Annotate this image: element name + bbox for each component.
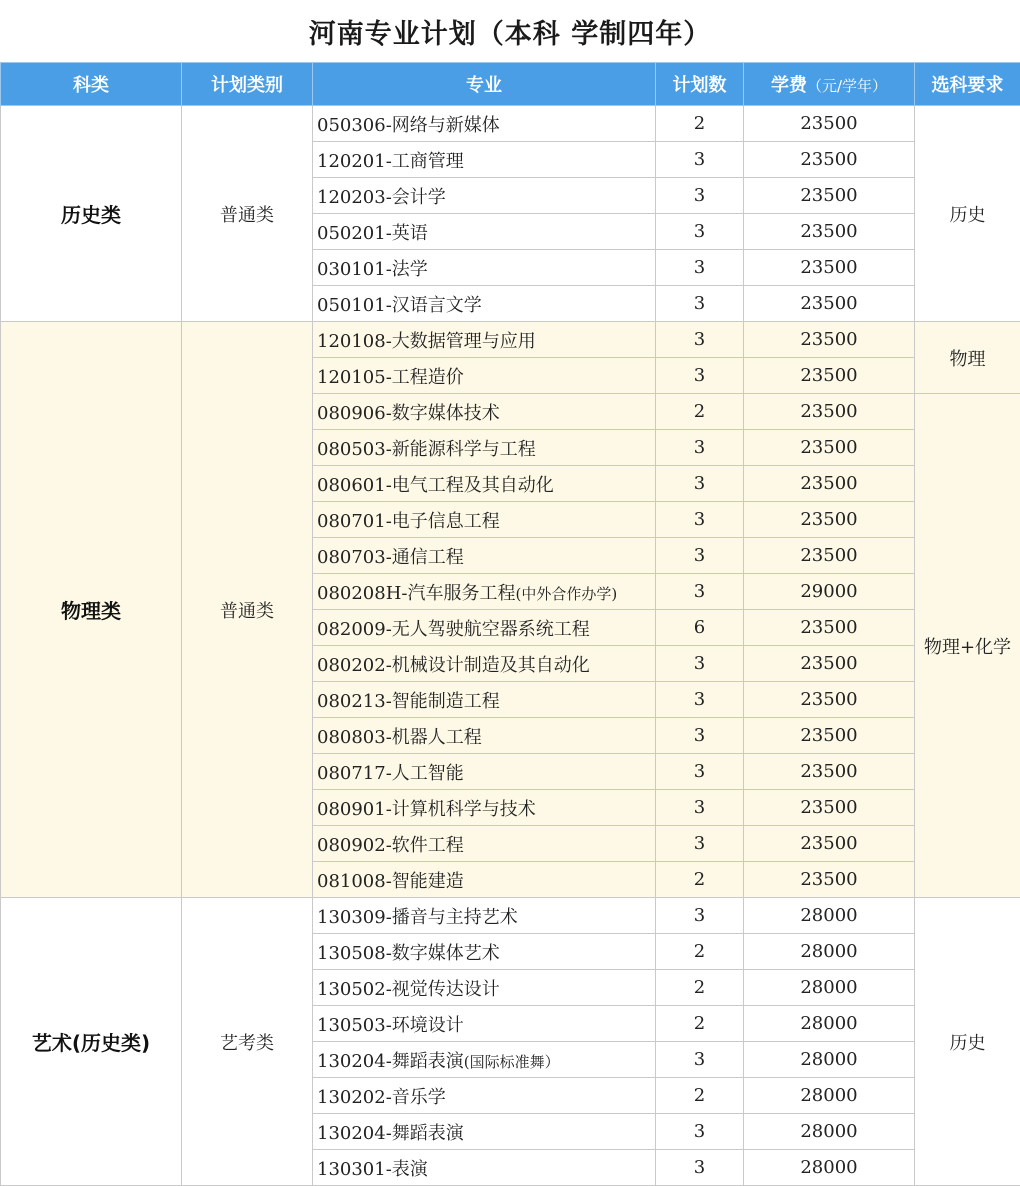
- major-cell: [313, 682, 656, 718]
- header-category: 科类: [1, 63, 182, 106]
- count-cell: 3: [656, 538, 744, 574]
- major-cell: [313, 322, 656, 358]
- major-cell: [313, 430, 656, 466]
- count-cell: 3: [656, 502, 744, 538]
- requirement-cell: 历史: [915, 898, 1020, 1186]
- count-cell: 3: [656, 574, 744, 610]
- count-cell: 3: [656, 682, 744, 718]
- tuition-cell: 23500: [744, 466, 915, 502]
- tuition-cell: 23500: [744, 178, 915, 214]
- tuition-cell: 28000: [744, 1042, 915, 1078]
- major-name: 080208H-汽车服务工程: [317, 583, 516, 604]
- major-cell: [313, 178, 656, 214]
- plan-type-cell: 普通类: [182, 106, 313, 322]
- table-header-row: [1, 63, 1020, 106]
- major-name: 050101-汉语言文学: [317, 295, 482, 316]
- count-cell: 3: [656, 790, 744, 826]
- header-count: 计划数: [656, 63, 744, 106]
- count-cell: 2: [656, 1006, 744, 1042]
- major-cell: [313, 1114, 656, 1150]
- count-cell: 3: [656, 250, 744, 286]
- major-cell: [313, 970, 656, 1006]
- count-cell: 3: [656, 826, 744, 862]
- tuition-cell: 23500: [744, 862, 915, 898]
- tuition-cell: 23500: [744, 538, 915, 574]
- tuition-cell: 28000: [744, 1150, 915, 1186]
- major-name: 080703-通信工程: [317, 547, 464, 568]
- count-cell: 2: [656, 394, 744, 430]
- major-name: 130202-音乐学: [317, 1087, 446, 1108]
- major-cell: [313, 646, 656, 682]
- count-cell: 2: [656, 862, 744, 898]
- tuition-cell: 23500: [744, 214, 915, 250]
- count-cell: 2: [656, 1078, 744, 1114]
- major-cell: [313, 898, 656, 934]
- major-name: 120105-工程造价: [317, 367, 464, 388]
- tuition-cell: 23500: [744, 646, 915, 682]
- major-name: 050306-网络与新媒体: [317, 115, 500, 136]
- major-cell: [313, 214, 656, 250]
- tuition-cell: 23500: [744, 790, 915, 826]
- major-cell: [313, 358, 656, 394]
- table-body: [1, 106, 1020, 1186]
- tuition-cell: 28000: [744, 1006, 915, 1042]
- major-name: 080202-机械设计制造及其自动化: [317, 655, 590, 676]
- tuition-cell: 29000: [744, 574, 915, 610]
- requirement-cell: 物理+化学: [915, 394, 1020, 898]
- tuition-cell: 28000: [744, 1114, 915, 1150]
- tuition-cell: 23500: [744, 718, 915, 754]
- category-cell: 艺术(历史类): [1, 898, 182, 1186]
- major-cell: [313, 610, 656, 646]
- tuition-cell: 28000: [744, 934, 915, 970]
- major-name: 050201-英语: [317, 223, 428, 244]
- major-name: 130204-舞蹈表演: [317, 1051, 464, 1072]
- header-tuition-unit: （元/学年）: [807, 77, 887, 95]
- major-cell: [313, 934, 656, 970]
- major-cell: [313, 466, 656, 502]
- plan-type-cell: 普通类: [182, 322, 313, 898]
- count-cell: 3: [656, 322, 744, 358]
- count-cell: 3: [656, 1114, 744, 1150]
- tuition-cell: 23500: [744, 502, 915, 538]
- major-name: 080601-电气工程及其自动化: [317, 475, 554, 496]
- table-row: [1, 322, 1020, 358]
- tuition-cell: 23500: [744, 286, 915, 322]
- tuition-cell: 23500: [744, 754, 915, 790]
- major-cell: [313, 250, 656, 286]
- category-cell: 历史类: [1, 106, 182, 322]
- tuition-cell: 23500: [744, 106, 915, 142]
- header-major: 专业: [313, 63, 656, 106]
- major-cell: [313, 790, 656, 826]
- tuition-cell: 23500: [744, 682, 915, 718]
- major-cell: [313, 1150, 656, 1186]
- major-cell: [313, 754, 656, 790]
- tuition-cell: 23500: [744, 250, 915, 286]
- major-cell: [313, 718, 656, 754]
- count-cell: 2: [656, 970, 744, 1006]
- count-cell: 3: [656, 1150, 744, 1186]
- tuition-cell: 23500: [744, 142, 915, 178]
- major-cell: [313, 862, 656, 898]
- major-name: 130508-数字媒体艺术: [317, 943, 500, 964]
- table-row: [1, 898, 1020, 934]
- tuition-cell: 23500: [744, 430, 915, 466]
- major-name: 120201-工商管理: [317, 151, 464, 172]
- tuition-cell: 28000: [744, 970, 915, 1006]
- major-name: 130502-视觉传达设计: [317, 979, 500, 1000]
- tuition-cell: 23500: [744, 322, 915, 358]
- major-cell: [313, 574, 656, 610]
- count-cell: 3: [656, 1042, 744, 1078]
- count-cell: 3: [656, 754, 744, 790]
- major-cell: [313, 286, 656, 322]
- requirement-cell: 物理: [915, 322, 1020, 394]
- tuition-cell: 23500: [744, 610, 915, 646]
- header-requirement: 选科要求: [915, 63, 1020, 106]
- header-tuition: [744, 63, 915, 106]
- major-cell: [313, 1006, 656, 1042]
- count-cell: 3: [656, 214, 744, 250]
- major-name: 130301-表演: [317, 1159, 428, 1180]
- tuition-cell: 28000: [744, 1078, 915, 1114]
- count-cell: 3: [656, 178, 744, 214]
- major-name: 081008-智能建造: [317, 871, 464, 892]
- count-cell: 3: [656, 646, 744, 682]
- major-name: 080803-机器人工程: [317, 727, 482, 748]
- count-cell: 3: [656, 430, 744, 466]
- major-name: 130503-环境设计: [317, 1015, 464, 1036]
- major-cell: [313, 538, 656, 574]
- major-note: (中外合作办学): [516, 585, 618, 603]
- count-cell: 3: [656, 142, 744, 178]
- major-cell: [313, 1078, 656, 1114]
- major-name: 120108-大数据管理与应用: [317, 331, 536, 352]
- major-name: 130204-舞蹈表演: [317, 1123, 464, 1144]
- major-name: 080902-软件工程: [317, 835, 464, 856]
- enrollment-plan-table: [0, 62, 1020, 1186]
- major-cell: [313, 1042, 656, 1078]
- major-name: 120203-会计学: [317, 187, 446, 208]
- plan-type-cell: 艺考类: [182, 898, 313, 1186]
- count-cell: 3: [656, 286, 744, 322]
- major-name: 080901-计算机科学与技术: [317, 799, 536, 820]
- table-row: [1, 106, 1020, 142]
- major-name: 080701-电子信息工程: [317, 511, 500, 532]
- count-cell: 6: [656, 610, 744, 646]
- major-cell: [313, 826, 656, 862]
- count-cell: 3: [656, 466, 744, 502]
- count-cell: 3: [656, 718, 744, 754]
- tuition-cell: 23500: [744, 394, 915, 430]
- count-cell: 3: [656, 358, 744, 394]
- major-cell: [313, 394, 656, 430]
- tuition-cell: 28000: [744, 898, 915, 934]
- major-cell: [313, 106, 656, 142]
- major-name: 080213-智能制造工程: [317, 691, 500, 712]
- tuition-cell: 23500: [744, 358, 915, 394]
- major-note: (国际标准舞）: [464, 1053, 560, 1071]
- header-plan-type: 计划类别: [182, 63, 313, 106]
- header-tuition-label: 学费: [771, 75, 807, 96]
- major-cell: [313, 142, 656, 178]
- major-name: 080717-人工智能: [317, 763, 464, 784]
- major-name: 082009-无人驾驶航空器系统工程: [317, 619, 590, 640]
- major-name: 030101-法学: [317, 259, 428, 280]
- category-cell: 物理类: [1, 322, 182, 898]
- major-cell: [313, 502, 656, 538]
- count-cell: 2: [656, 934, 744, 970]
- count-cell: 3: [656, 898, 744, 934]
- count-cell: 2: [656, 106, 744, 142]
- major-name: 080906-数字媒体技术: [317, 403, 500, 424]
- major-name: 130309-播音与主持艺术: [317, 907, 518, 928]
- requirement-cell: 历史: [915, 106, 1020, 322]
- major-name: 080503-新能源科学与工程: [317, 439, 536, 460]
- page-title: 河南专业计划（本科 学制四年）: [0, 0, 1020, 62]
- tuition-cell: 23500: [744, 826, 915, 862]
